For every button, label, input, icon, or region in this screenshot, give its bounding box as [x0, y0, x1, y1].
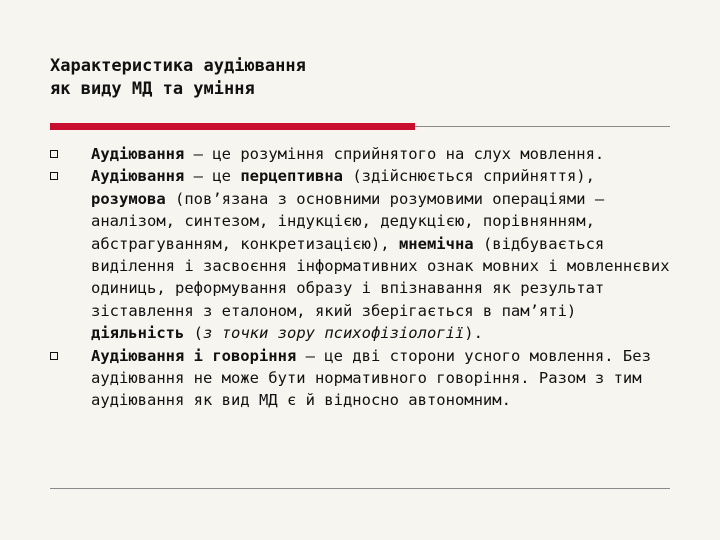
- keyword-mnemic: мнемічна: [398, 234, 474, 253]
- title-line-1: Характеристика аудіювання: [50, 56, 306, 76]
- bullet-text: (відбувається виділення і засвоєння інформативних ознак мовних і мовленнєвих одиниць, реформування образу і впізнавання як результат зіставлення з еталоном, який зберігається в пам’яті): [91, 234, 670, 320]
- bottom-rule: [50, 488, 670, 489]
- term-audiuvannia: Аудіювання: [91, 145, 185, 163]
- term-audiuvannia: Аудіювання: [91, 167, 185, 186]
- slide-title: [50, 55, 670, 101]
- bullet-text: ).: [464, 324, 483, 343]
- keyword-perceptive: перцептивна: [240, 167, 343, 186]
- keyword-mental: розумова: [91, 189, 166, 208]
- bullet-item-3: [50, 345, 670, 412]
- italic-psychophysiology: з точки зору психофізіології: [203, 324, 465, 343]
- keyword-activity: діяльність: [91, 324, 185, 343]
- bullet-text: – це дві сторони усного мовлення. Без аудіювання не може бути нормативного говоріння. Разом з тим аудіювання як вид МД є й відносно автономним.: [91, 346, 651, 410]
- title-line-2: як виду МД та уміння: [50, 79, 255, 99]
- square-bullet-icon: [50, 172, 58, 180]
- bullet-text: – це: [184, 167, 241, 186]
- square-bullet-icon: [50, 352, 58, 360]
- bullet-text: – це розуміння сприйнятого на слух мовлення.: [184, 145, 605, 163]
- bullet-text: (: [184, 324, 203, 343]
- title-rule-red: [50, 123, 415, 130]
- bullet-list: [50, 143, 670, 412]
- title-rule-gray: [415, 126, 670, 127]
- bullet-item-1: [50, 143, 670, 165]
- bullet-item-2: [50, 165, 670, 344]
- square-bullet-icon: [50, 150, 58, 158]
- bullet-text: (пов’язана з основними розумовими операціями – аналізом, синтезом, індукцією, дедукцією, порівнянням, абстрагуванням, конкретизацією),: [91, 189, 605, 253]
- bullet-text: (здійснюється сприйняття),: [342, 167, 595, 186]
- term-listening-and-speaking: Аудіювання і говоріння: [91, 346, 297, 365]
